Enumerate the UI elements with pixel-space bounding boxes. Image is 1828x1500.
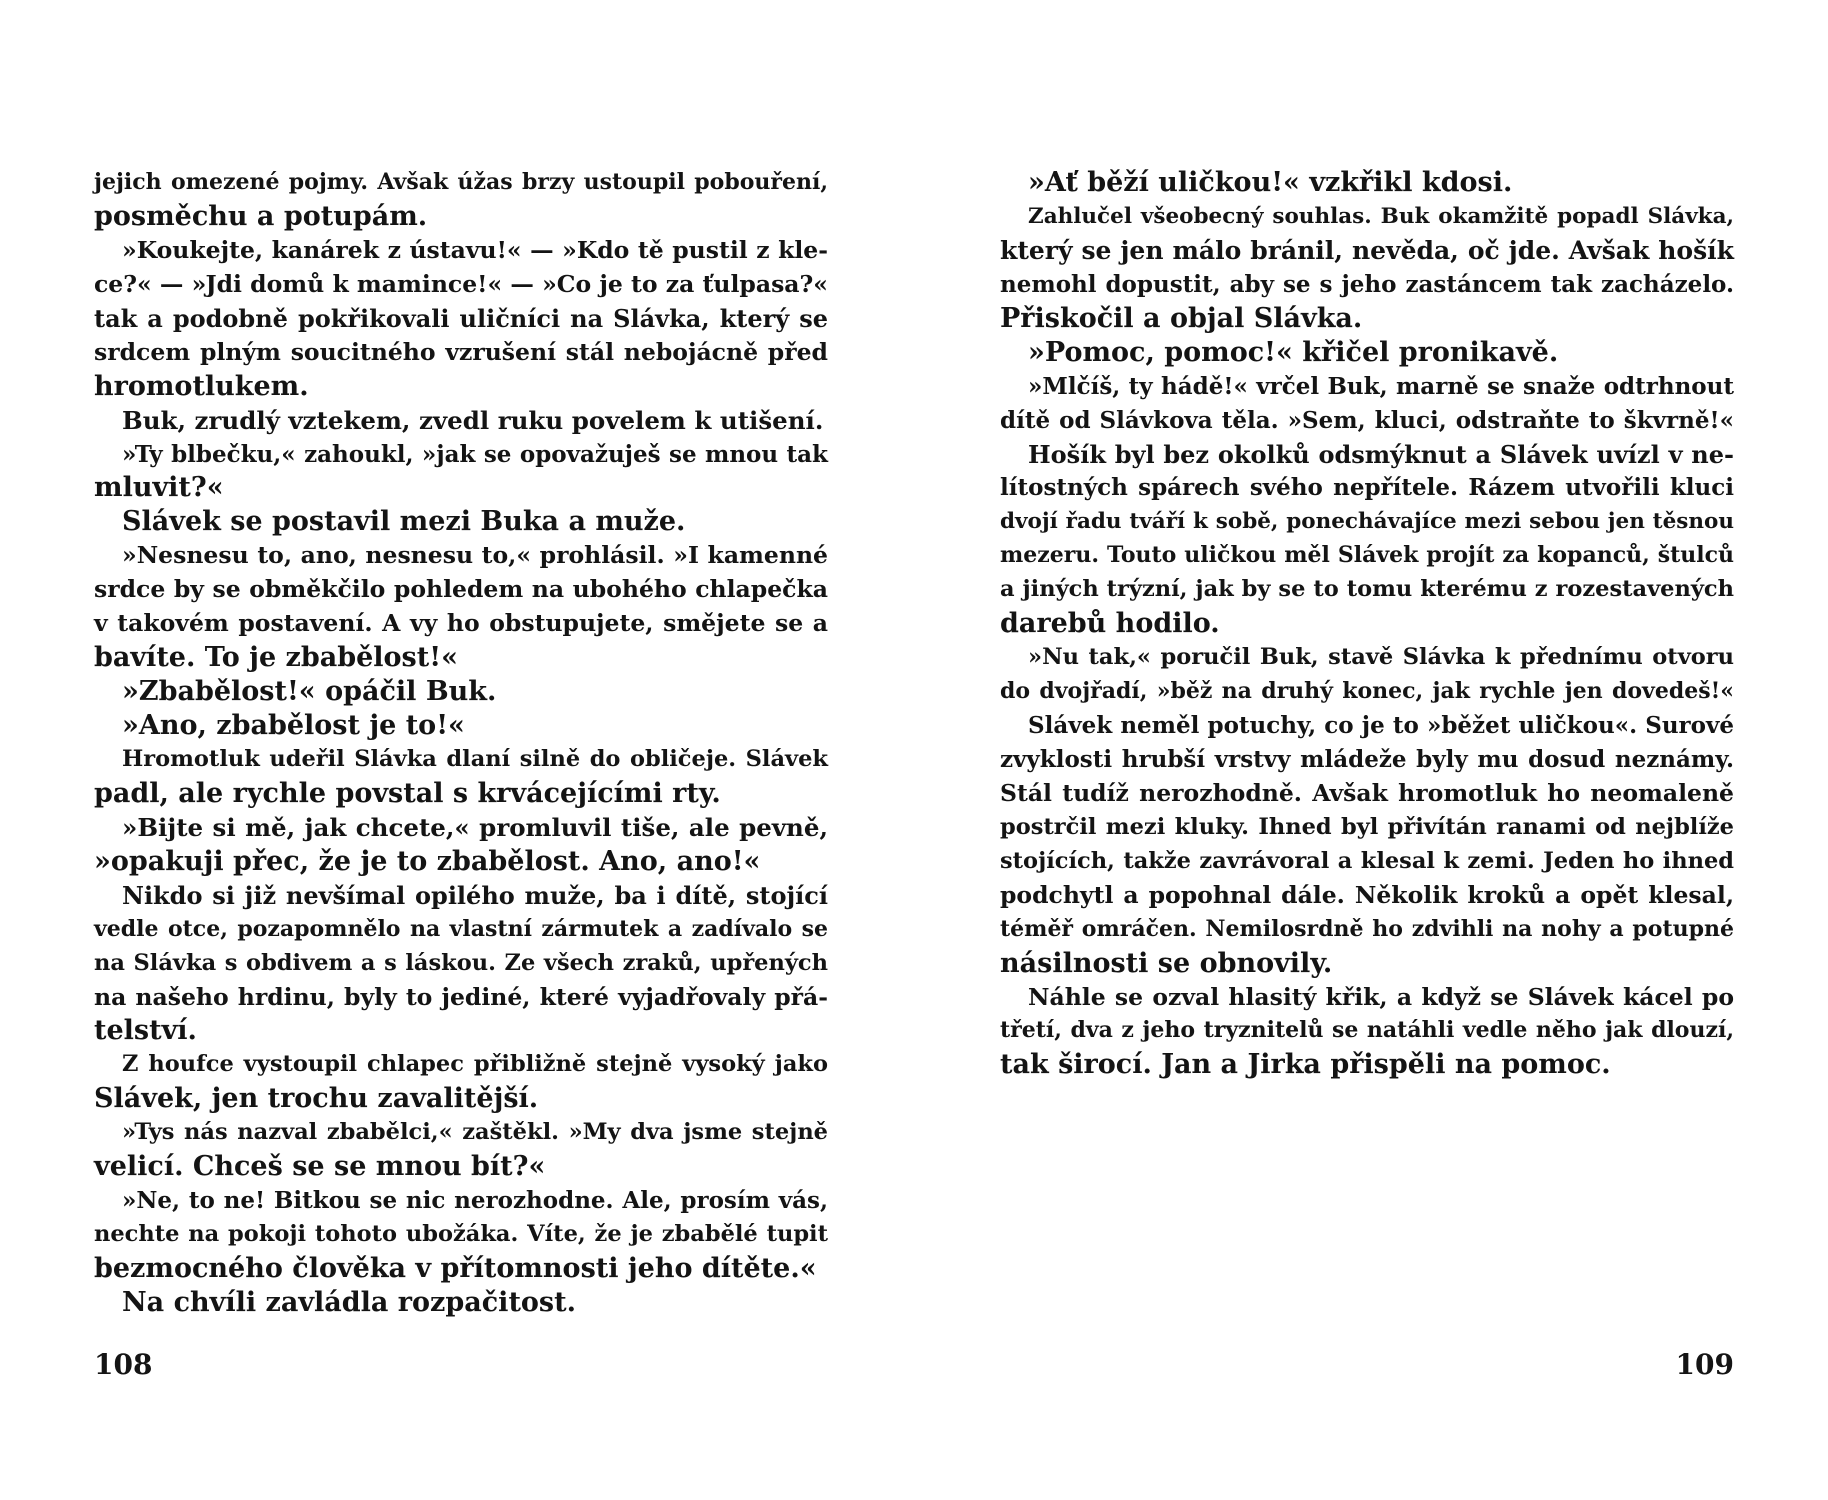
text-line: dítě od Slávkova těla. »Sem, kluci, odstraňte to škvrně!« [1000, 406, 1734, 434]
right-page-number: 109 [1675, 1348, 1734, 1381]
text-line: Slávek, jen trochu zavalitější. [94, 1083, 539, 1115]
text-line: velicí. Chceš se se mnou bít?« [94, 1151, 546, 1183]
text-line: na našeho hrdinu, byly to jediné, které vyjadřovaly přá- [94, 982, 828, 1011]
text-line: Hošík byl bez okolků odsmýknut a Slávek uvízl v ne- [1028, 439, 1734, 469]
text-line: »Pomoc, pomoc!« křičel pronikavě. [1028, 336, 1559, 368]
text-line: posměchu a potupám. [94, 200, 428, 232]
text-line: nemohl dopustit, aby se s jeho zastáncem tak zacházelo. [1000, 270, 1734, 298]
text-line: Zahlučel všeobecný souhlas. Buk okamžitě popadl Slávka, [1028, 203, 1734, 229]
text-line: »Ať běží uličkou!« vzkřikl kdosi. [1028, 167, 1513, 198]
text-line: »Ano, zbabělost je to!« [122, 710, 465, 741]
text-line: vedle otce, pozapomnělo na vlastní zármutek a zadívalo se [94, 915, 828, 942]
left-page-text [94, 166, 828, 1320]
text-line: »Tys nás nazval zbabělci,« zaštěkl. »My dva jsme stejně [122, 1119, 828, 1146]
text-line: který se jen málo bránil, nevěda, oč jde. Avšak hošík [1000, 235, 1734, 265]
text-line: v takovém postavení. A vy ho obstupujete, smějete se a [94, 609, 828, 638]
text-line: padl, ale rychle povstal s krvácejícími rty. [94, 777, 721, 809]
text-line: postrčil mezi kluky. Ihned byl přivítán ranami od nejblíže [1000, 813, 1734, 840]
text-line: Slávek neměl potuchy, co je to »běžet uličkou«. Surové [1028, 712, 1734, 739]
text-line: zvyklosti hrubší vrstvy mládeže byly mu dosud neznámy. [1000, 745, 1734, 773]
text-line: téměř omráčen. Nemilosrdně ho zdvihli na nohy a potupné [1000, 915, 1734, 942]
text-line: »Koukejte, kanárek z ústavu!« — »Kdo tě pustil z kle- [122, 235, 828, 264]
text-line: Z houfce vystoupil chlapec přibližně stejně vysoký jako [122, 1051, 828, 1078]
text-line: hromotlukem. [94, 370, 309, 402]
text-line: Hromotluk udeřil Slávka dlaní silně do obličeje. Slávek [122, 745, 828, 772]
text-line: tak a podobně pokřikovali uličníci na Slávka, který se [94, 303, 828, 333]
text-line: »opakuji přec, že je to zbabělost. Ano, ano!« [94, 845, 761, 877]
text-line: dvojí řadu tváří k sobě, ponechávajíce mezi sebou jen těsnou [1000, 509, 1734, 535]
text-line: »Nesnesu to, ano, nesnesu to,« prohlásil. »I kamenné [122, 541, 828, 570]
text-line: srdcem plným soucitného vzrušení stál nebojácně před [94, 337, 828, 366]
text-line: na Slávka s obdivem a s láskou. Ze všech zraků, upřených [94, 949, 828, 976]
text-line: telství. [94, 1015, 197, 1047]
text-line: jejich omezené pojmy. Avšak úžas brzy ustoupil pobouření, [94, 169, 828, 195]
text-line: Stál tudíž nerozhodně. Avšak hromotluk ho neomaleně [1000, 778, 1734, 807]
text-line: a jiných trýzní, jak by se to tomu kterému z rozestavených [1000, 576, 1734, 603]
text-line: »Nu tak,« poručil Buk, stavě Slávka k přednímu otvoru [1028, 644, 1734, 671]
left-page-number: 108 [94, 1348, 153, 1381]
text-line: lítostných spárech svého nepřítele. Rázem utvořili kluci [1000, 474, 1734, 502]
text-line: Náhle se ozval hlasitý křik, a když se Slávek kácel po [1028, 982, 1734, 1011]
text-line: darebů hodilo. [1000, 608, 1220, 640]
text-line: Na chvíli zavládla rozpačitost. [122, 1286, 576, 1318]
text-line: mezeru. Touto uličkou měl Slávek projít za kopanců, štulců [1000, 542, 1734, 569]
text-line: tak širocí. Jan a Jirka přispěli na pomoc. [1000, 1049, 1611, 1081]
text-line: stojících, takže zavrávoral a klesal k zemi. Jeden ho ihned [1000, 847, 1734, 874]
text-line: bezmocného člověka v přítomnosti jeho dítěte.« [94, 1253, 817, 1284]
text-line: násilnosti se obnovily. [1000, 947, 1333, 979]
text-line: bavíte. To je zbabělost!« [94, 642, 458, 674]
text-line: »Bijte si mě, jak chcete,« promluvil tiše, ale pevně, [122, 812, 828, 842]
text-line: srdce by se obměkčilo pohledem na ubohého chlapečka [94, 575, 828, 604]
text-line: do dvojřadí, »běž na druhý konec, jak rychle jen dovedeš!« [1000, 678, 1734, 705]
text-line: mluvit?« [94, 472, 224, 504]
right-page-text [1000, 166, 1734, 1082]
text-line: nechte na pokoji tohoto ubožáka. Víte, že je zbabělé tupit [94, 1221, 828, 1248]
text-line: ce?« — »Jdi domů k mamince!« — »Co je to za ťulpasa?« [94, 269, 828, 298]
text-line: »Ty blbečku,« zahoukl, »jak se opovažuješ se mnou tak [122, 440, 828, 468]
text-line: Přiskočil a objal Slávka. [1000, 302, 1363, 334]
text-line: třetí, dva z jeho tryznitelů se natáhli vedle něho jak dlouzí, [1000, 1017, 1734, 1044]
text-line: »Zbabělost!« opáčil Buk. [122, 676, 497, 708]
text-line: »Mlčíš, ty hádě!« vrčel Buk, marně se snaže odtrhnout [1028, 372, 1734, 400]
text-line: »Ne, to ne! Bitkou se nic nerozhodne. Ale, prosím vás, [122, 1187, 828, 1215]
text-line: podchytl a popohnal dále. Několik kroků a opět klesal, [1000, 880, 1734, 909]
text-line: Slávek se postavil mezi Buka a muže. [122, 506, 686, 538]
text-line: Buk, zrudlý vztekem, zvedl ruku povelem k utišení. [122, 405, 824, 435]
text-line: Nikdo si již nevšímal opilého muže, ba i dítě, stojící [122, 880, 828, 910]
